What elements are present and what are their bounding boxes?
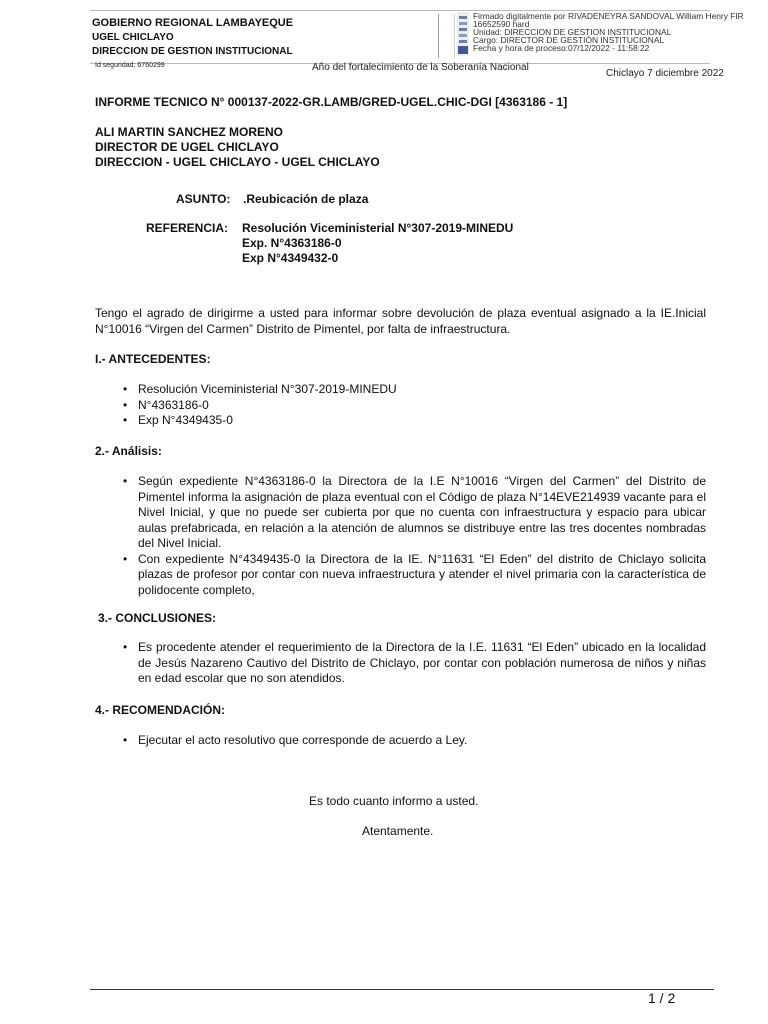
closing-line: Es todo cuanto informo a usted. [309, 794, 479, 808]
section-title-antecedentes: I.- ANTECEDENTES: [95, 352, 211, 366]
reference-line: Resolución Viceministerial N°307-2019-MINEDU [242, 221, 514, 235]
org-office: DIRECCION DE GESTION INSTITUCIONAL [92, 46, 293, 57]
list-item: • Según expediente N°4363186-0 la Directora de la I.E N°10016 “Virgen del Carmen” del Distrito de Pimentel informa la asignación de plaza eventual con el Código de plaza N°14EVE214939 vacante para el Nivel Inicial, y que no puede ser cubierta por que no cuenta con infraestructura y espacio para ubicar aulas prefabricada, en relación a la atención de alumnos se distribuye entre las tres docentes nombradas del Nivel Inicial. [120, 474, 706, 552]
org-name: GOBIERNO REGIONAL LAMBAYEQUE [92, 17, 294, 29]
signature-line: Fecha y hora de proceso:07/12/2022 - 11:58:22 [473, 43, 650, 53]
list-item: • N°4363186-0 [120, 398, 706, 414]
page-number: 1 / 2 [648, 990, 676, 1006]
reference-line: Exp. N°4363186-0 [242, 236, 342, 250]
antecedentes-list [120, 382, 706, 429]
reference-line: Exp N°4349432-0 [242, 251, 339, 265]
analisis-list [120, 474, 706, 598]
digital-signature-logo [456, 12, 470, 56]
list-item: • Ejecutar el acto resolutivo que corresponde de acuerdo a Ley. [120, 733, 706, 749]
list-item: • Con expediente N°4349435-0 la Directora de la IE. N°11631 “El Eden” del distrito de Chiclayo solicita plazas de profesor por contar con nueva infraestructura y atender el nivel primaria con la característica de polidocente completo, [120, 552, 706, 599]
signature-line: 16652590 hard [473, 19, 530, 29]
place-date: Chiclayo 7 diciembre 2022 [606, 68, 724, 79]
footer-divider [90, 989, 714, 990]
org-unit: UGEL CHICLAYO [92, 32, 174, 43]
section-title-recomendacion: 4.- RECOMENDACIÓN: [95, 703, 226, 717]
subject-label: ASUNTO: [176, 192, 231, 206]
header-divider [438, 14, 439, 58]
reference-label: REFERENCIA: [146, 221, 229, 235]
recipient-name: ALI MARTIN SANCHEZ MORENO [95, 125, 283, 139]
security-id: Id seguridad: 6760299 [95, 62, 165, 69]
header-divider [454, 14, 455, 58]
subject-value: .Reubicación de plaza [243, 192, 369, 206]
closing-salutation: Atentamente. [362, 824, 434, 838]
signature-line: Cargo: DIRECTOR DE GESTIÓN INSTITUCIONAL [473, 35, 665, 45]
report-title: INFORME TECNICO N° 000137-2022-GR.LAMB/GRED-UGEL.CHIC-DGI [4363186 - 1] [95, 95, 568, 109]
list-item: • Exp N°4349435-0 [120, 413, 706, 429]
intro-paragraph: Tengo el agrado de dirigirme a usted para informar sobre devolución de plaza eventual asignado a la IE.Inicial N°10016 “Virgen del Carmen” Distrito de Pimentel, por falta de infraestructura. [95, 306, 706, 336]
list-item: • Resolución Viceministerial N°307-2019-MINEDU [120, 382, 706, 398]
list-item: • Es procedente atender el requerimiento de la Directora de la I.E. 11631 “El Eden” ubicado en la localidad de Jesús Nazareno Cautivo del Distrito de Chiclayo, por contar con población numerosa de niños y niñas en edad escolar que no son atendidos. [120, 640, 706, 687]
conclusiones-list [120, 640, 706, 687]
section-title-analisis: 2.- Análisis: [95, 444, 162, 458]
year-motto: Año del fortalecimiento de la Soberanía Nacional [312, 62, 529, 73]
recipient-position: DIRECTOR DE UGEL CHICLAYO [95, 140, 279, 154]
signature-line: Firmado digitalmente por RIVADENEYRA SANDOVAL William Henry FIR [473, 11, 744, 21]
recipient-office: DIRECCION - UGEL CHICLAYO - UGEL CHICLAYO [95, 155, 380, 169]
signature-line: Unidad: DIRECCION DE GESTION INSTITUCIONAL [473, 27, 672, 37]
section-title-conclusiones: 3.- CONCLUSIONES: [98, 611, 217, 625]
recomendacion-list [120, 733, 706, 749]
